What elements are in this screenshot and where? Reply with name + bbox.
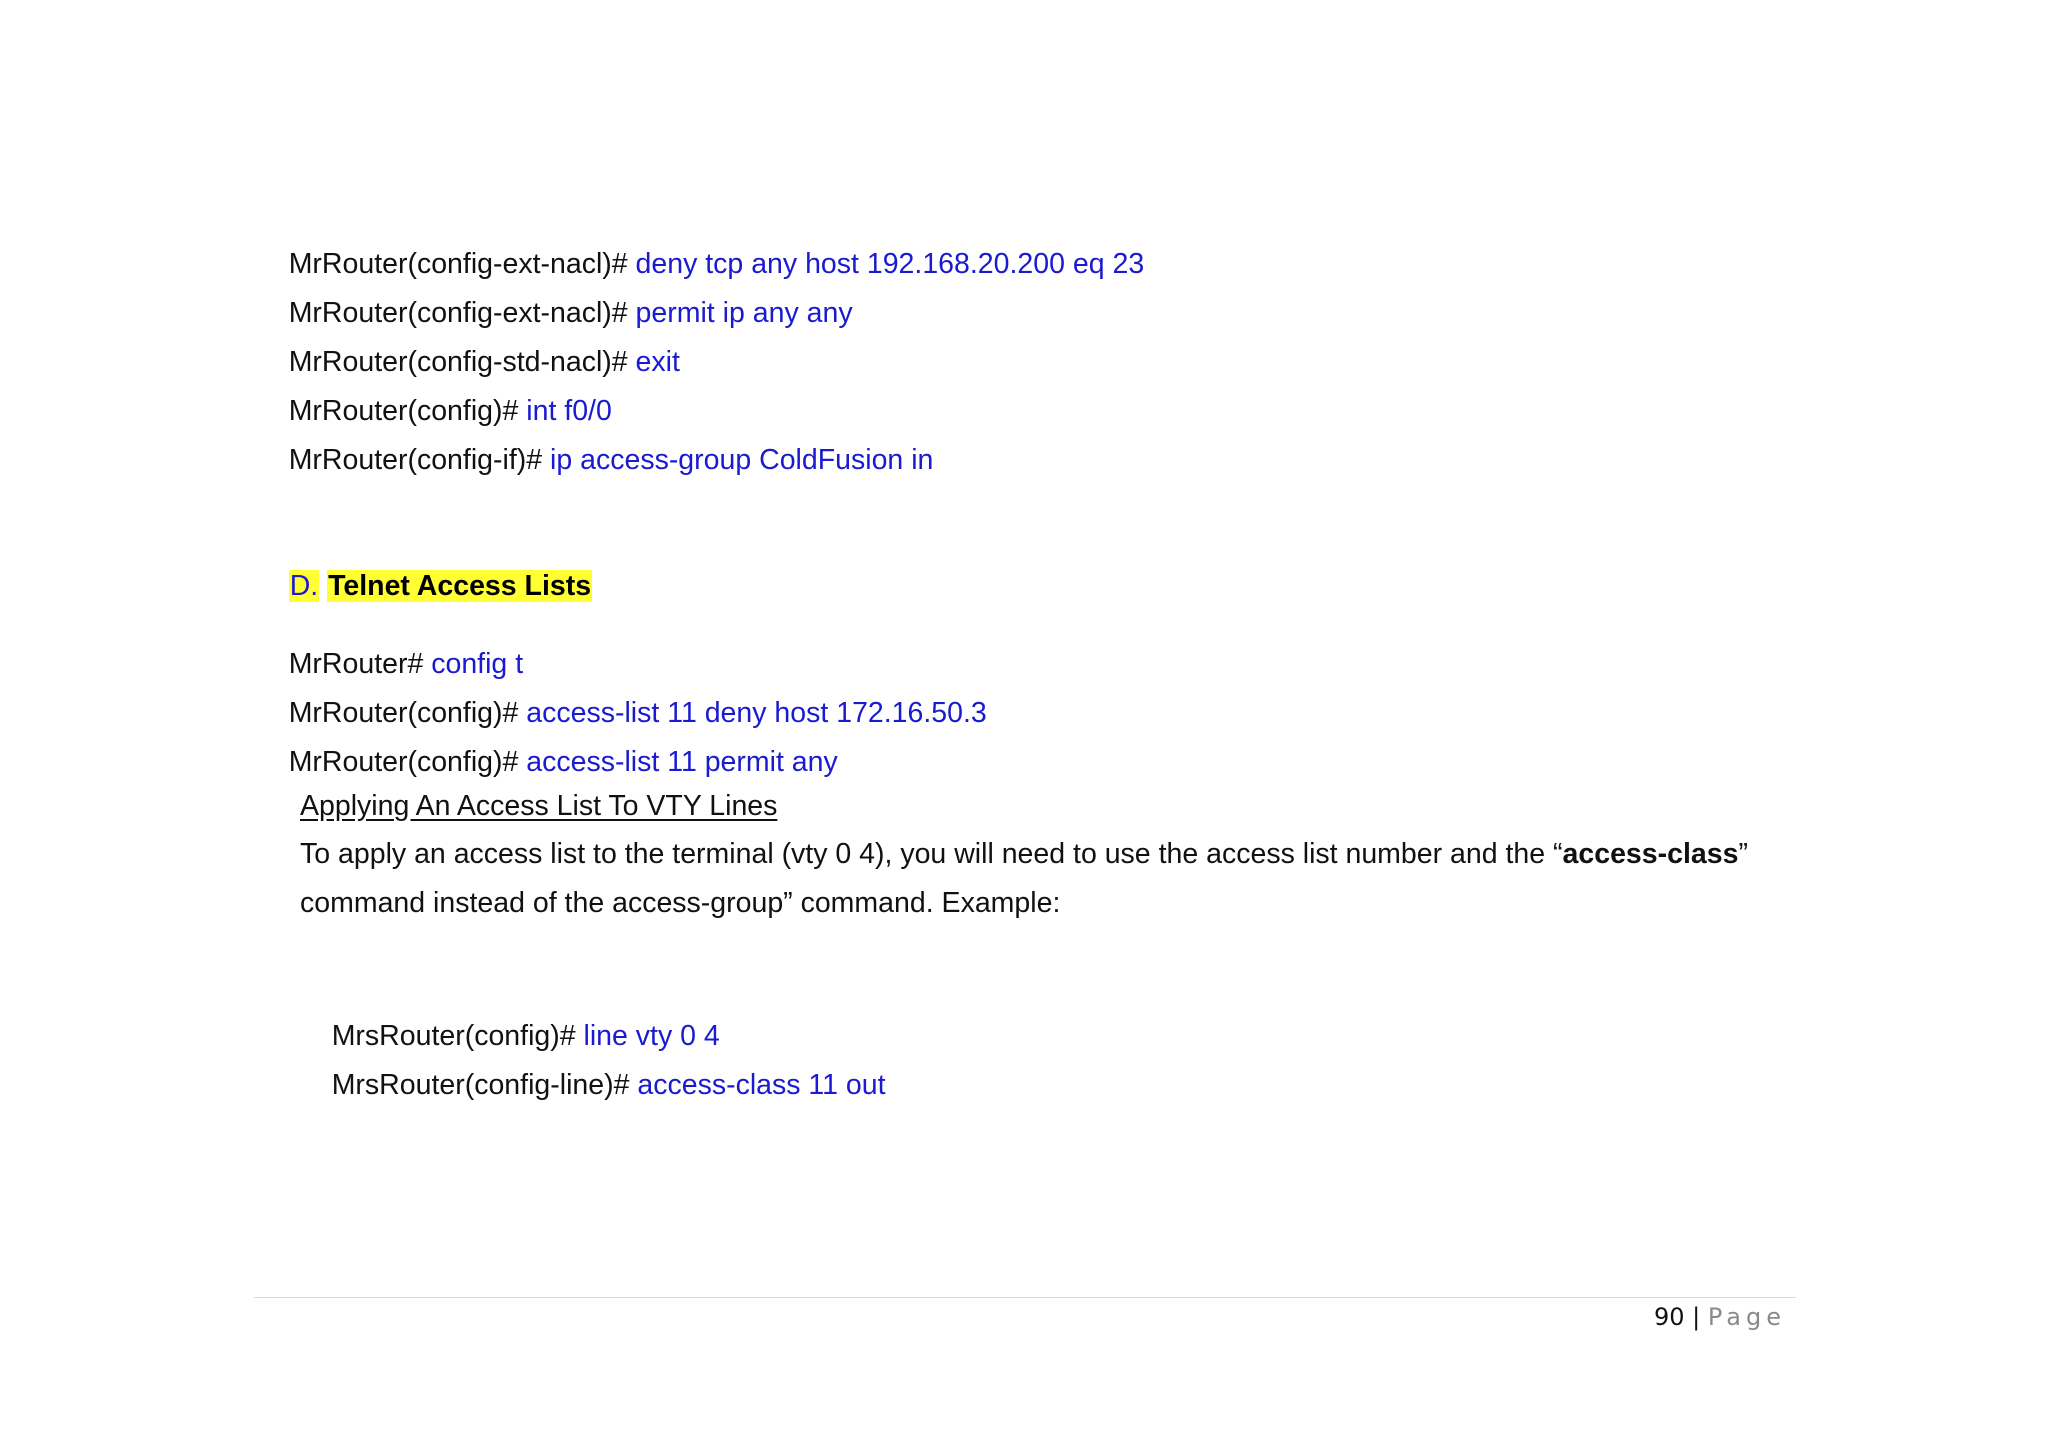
cli-command: deny tcp any host 192.168.20.200 eq 23 (635, 248, 1145, 280)
cli-command: int f0/0 (526, 395, 612, 427)
cli-command: access-class 11 out (637, 1069, 886, 1101)
config-line (300, 1034, 886, 1136)
cli-command: access-list 11 permit any (526, 746, 838, 778)
paragraph-text: To apply an access list to the terminal (vty 0 4), you will need to use the access list number and the “ (300, 838, 1563, 870)
cli-prompt: MrRouter(config-ext-nacl)# (288, 297, 636, 329)
config-line (257, 409, 933, 511)
cli-prompt: MrsRouter(config)# (331, 1020, 584, 1052)
footer-divider (254, 1297, 1796, 1298)
section-title: Telnet Access Lists (328, 570, 592, 602)
paragraph-text: ” command instead of the access-group” command. Example: (300, 838, 1748, 919)
cli-command: ip access-group ColdFusion in (550, 444, 934, 476)
cli-prompt: MrRouter(config)# (288, 697, 527, 729)
cli-command: access-list 11 deny host 172.16.50.3 (526, 697, 987, 729)
cli-prompt: MrRouter(config-std-nacl)# (288, 346, 636, 378)
cli-prompt: MrRouter(config-if)# (288, 444, 551, 476)
subheading: Applying An Access List To VTY Lines (300, 790, 778, 822)
cli-command: exit (635, 346, 680, 378)
cli-command: permit ip any any (635, 297, 853, 329)
cli-prompt: MrRouter(config-ext-nacl)# (288, 248, 636, 280)
cli-command: config t (431, 648, 524, 680)
footer-separator: | (1684, 1303, 1708, 1331)
page-number: 90 (1654, 1303, 1685, 1331)
cli-prompt: MrRouter# (288, 648, 432, 680)
cli-prompt: MrRouter(config)# (288, 746, 527, 778)
section-letter: D. (289, 570, 319, 602)
paragraph-bold: access-class (1562, 838, 1739, 870)
cli-prompt: MrsRouter(config-line)# (331, 1069, 638, 1101)
paragraph (300, 830, 1770, 928)
page-label: Page (1707, 1303, 1786, 1331)
cli-prompt: MrRouter(config)# (288, 395, 527, 427)
page-footer (1654, 1302, 1786, 1332)
cli-command: line vty 0 4 (583, 1020, 720, 1052)
